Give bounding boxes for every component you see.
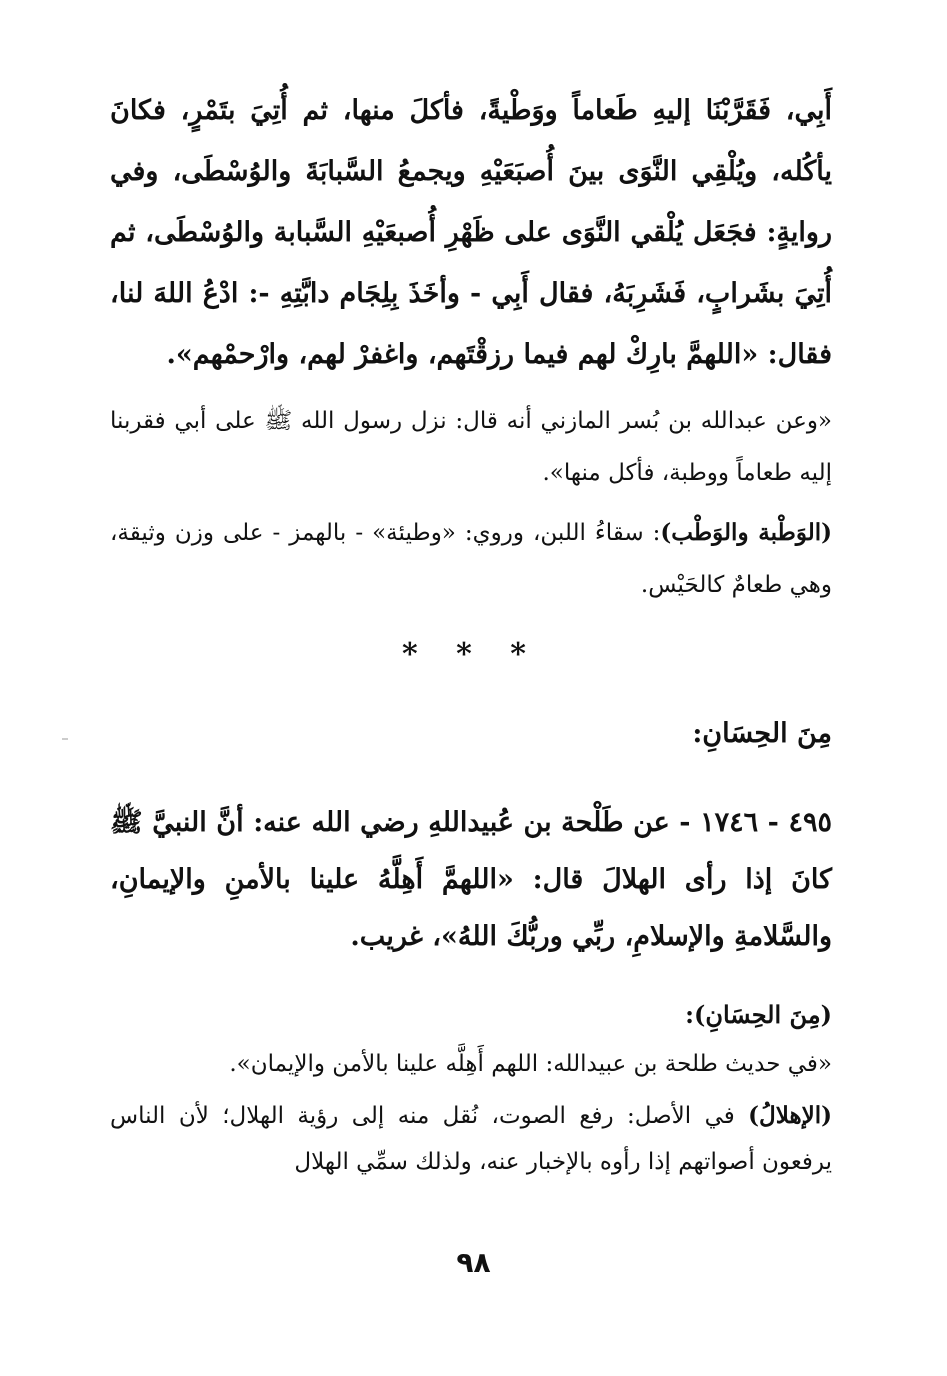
hadith-continuation: أَبِي، فَقَرَّبْنَا إليهِ طَعاماً ووَطْيةً، فأكلَ منها، ثم أُتِيَ بتَمْرٍ، فكانَ يأكُله، ويُلْقِي النَّوَى بينَ أُصبَعَيْهِ ويجمعُ السَّبابَةَ والوُسْطَى، وفي روايةٍ: فجَعَل يُلْقي النَّوَى على ظَهْرِ أُصبعَيْهِ السَّبابة والوُسْطَى، ثم أُتِيَ بشَرابٍ، فَشَرِبَهُ، فقال أَبِي - وأخَذَ بِلِجَام دابَّتِهِ -: ادْعُ اللهَ لنا، فقال: «اللهمَّ بارِكْ لهم فيما رزقْتَهم، واغفرْ لهم، وارْحمْهم». <box>110 95 832 370</box>
definition2-term: (الإهلالُ) <box>748 1102 832 1129</box>
definition-term: (الوَطْبة والوَطْب) <box>660 519 833 546</box>
commentary2-quote: «في حديث طلحة بن عبيدالله: اللهم أَهِلَّه علينا بالأمن والإيمان». <box>229 1051 832 1077</box>
section-separator: * * * <box>402 637 540 672</box>
hadith-1746: ٤٩٥ - ١٧٤٦ - عن طَلْحة بن عُبيداللهِ رضي الله عنه: أنَّ النبيَّ ﷺ كانَ إذا رأى الهلالَ قال: «اللهمَّ أَهِلَّهُ علينا بالأمنِ والإيمانِ، والسَّلامةِ والإسلامِ، ربِّي وربُّكَ اللهُ»، غريب. <box>110 807 832 952</box>
definition2-paragraph <box>110 1093 832 1185</box>
definition-text: : سقاءُ اللبن، وروي: «وطيئة» - بالهمز - على وزن وثيقة، وهي طعامٌ كالحَيْس. <box>110 520 832 598</box>
definition2-text: في الأصل: رفع الصوت، نُقل منه إلى رؤية الهلال؛ لأن الناس يرفعون أصواتهم إذا رأوه بالإخبار عنه، ولذلك سمِّي الهلال <box>110 1103 832 1175</box>
page-number: ٩٨ <box>456 1246 491 1279</box>
margin-mark <box>62 738 68 740</box>
definition-paragraph <box>110 507 832 611</box>
commentary-quote: «وعن عبدالله بن بُسر المازني أنه قال: نزل رسول الله ﷺ على أبي فقربنا إليه طعاماً ووطبة، فأكل منها». <box>110 408 832 486</box>
sub-heading: (مِنَ الحِسَانِ): <box>685 1000 832 1029</box>
chapter-title: مِنَ الحِسَانِ: <box>692 718 832 749</box>
page-body <box>110 80 832 1185</box>
